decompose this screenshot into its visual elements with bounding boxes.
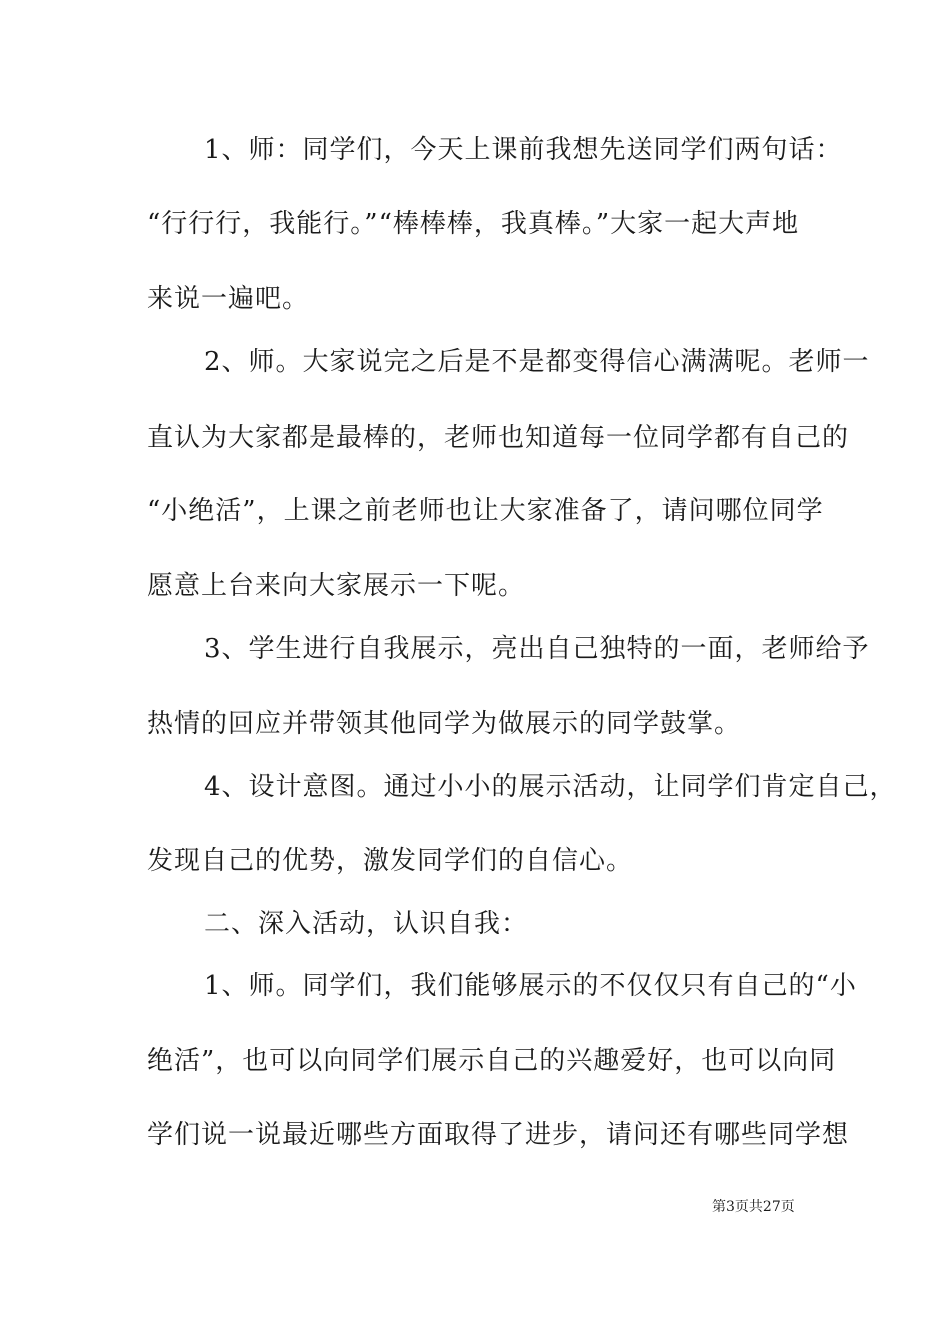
text-line: 1、师：同学们，今天上课前我想先送同学们两句话： <box>204 135 843 165</box>
text-line: 来说一遍吧。 <box>147 284 310 314</box>
text-line: 学们说一说最近哪些方面取得了进步，请问还有哪些同学想 <box>147 1120 850 1150</box>
text-line: “行行行，我能行。”“棒棒棒，我真棒。”大家一起大声地 <box>147 209 800 239</box>
text-line: 二、深入活动，认识自我： <box>204 909 529 939</box>
text-line: 直认为大家都是最棒的，老师也知道每一位同学都有自己的 <box>147 423 850 453</box>
text-line: 4、设计意图。通过小小的展示活动，让同学们肯定自己， <box>204 772 897 802</box>
text-line: “小绝活”，上课之前老师也让大家准备了，请问哪位同学 <box>147 496 824 526</box>
text-line: 发现自己的优势，激发同学们的自信心。 <box>147 846 634 876</box>
text-line: 2、师。大家说完之后是不是都变得信心满满呢。老师一 <box>204 347 870 377</box>
text-line: 3、学生进行自我展示，亮出自己独特的一面，老师给予 <box>204 634 870 664</box>
text-line: 绝活”，也可以向同学们展示自己的兴趣爱好，也可以向同 <box>147 1046 837 1076</box>
text-line: 愿意上台来向大家展示一下呢。 <box>147 571 526 601</box>
text-line: 热情的回应并带领其他同学为做展示的同学鼓掌。 <box>147 709 742 739</box>
page-number: 第3页共27页 <box>712 1199 795 1215</box>
text-line: 1、师。同学们，我们能够展示的不仅仅只有自己的“小 <box>204 971 857 1001</box>
